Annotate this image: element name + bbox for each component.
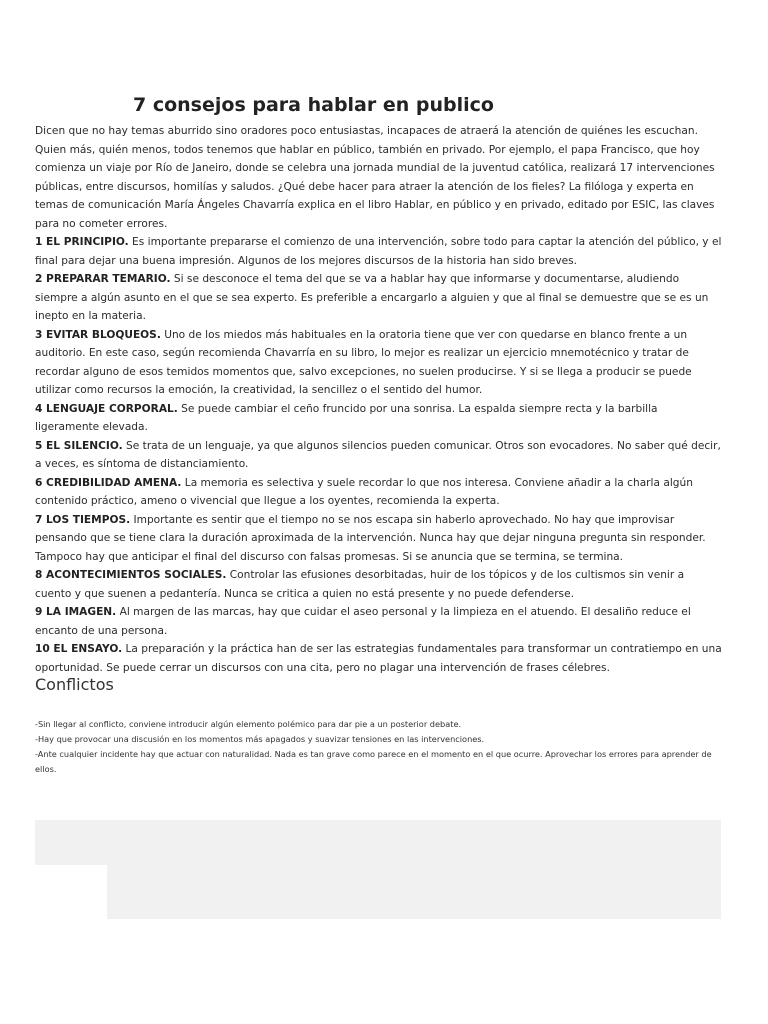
tip-heading: 9 LA IMAGEN. bbox=[35, 606, 117, 618]
tip-heading: 8 ACONTECIMIENTOS SOCIALES. bbox=[35, 569, 227, 581]
article-body bbox=[35, 122, 723, 677]
tip-paragraph bbox=[35, 326, 723, 400]
tip-text: Importante es sentir que el tiempo no se nos escapa sin haberlo aprovechado. No hay que improvisar pensando que se tiene clara la duración aproximada de la intervención. Nunca hay que dejar ninguna pregunta sin responder. Tampoco hay que anticipar el final del discurso con falsas promesas. Si se anuncia que se termina, se termina. bbox=[35, 513, 706, 563]
tip-text: Es importante prepararse el comienzo de una intervención, sobre todo para captar la atención del público, y el final para dejar una buena impresión. Algunos de los mejores discursos de la historia han sido breves. bbox=[35, 236, 722, 267]
note-line: -Sin llegar al conflicto, conviene introducir algún elemento polémico para dar pie a un posterior debate. bbox=[35, 719, 462, 729]
tip-heading: 3 EVITAR BLOQUEOS. bbox=[35, 328, 161, 341]
gray-placeholder-block bbox=[35, 820, 721, 919]
tip-heading: 5 EL SILENCIO. bbox=[35, 439, 123, 452]
tip-paragraph bbox=[35, 270, 723, 326]
tip-heading: 2 PREPARAR TEMARIO. bbox=[35, 273, 171, 285]
tip-heading: 10 EL ENSAYO. bbox=[35, 643, 123, 655]
tip-heading: 6 CREDIBILIDAD AMENA. bbox=[35, 476, 182, 489]
tip-text: Al margen de las marcas, hay que cuidar el aseo personal y la limpieza en el atuendo. El desaliño reduce el encanto de una persona. bbox=[35, 606, 691, 637]
tip-text: Uno de los miedos más habituales en la oratoria tiene que ver con quedarse en blanco frente a un auditorio. En este caso, según recomienda Chavarría en su libro, lo mejor es realizar un ejercicio mnemotécnico y tratar de recordar alguno de esos temidos momentos que, salvo excepciones, no suelen producirse. Y si se llega a producir se puede utilizar como recursos la emoción, la creatividad, la sencillez o el sentido del humor. bbox=[35, 328, 692, 396]
conflict-notes bbox=[35, 717, 723, 777]
placeholder-notch bbox=[35, 865, 107, 925]
tip-text: La preparación y la práctica han de ser las estrategias fundamentales para transformar un contratiempo en una oportunidad. Se puede cerrar un discursos con una cita, pero no plagar una intervención de frases célebres. bbox=[35, 643, 722, 674]
tip-paragraph bbox=[35, 603, 723, 640]
tip-paragraph bbox=[35, 474, 723, 511]
page-title: 7 consejos para hablar en publico bbox=[133, 94, 494, 116]
tip-text: Si se desconoce el tema del que se va a hablar hay que informarse y documentarse, aludiendo siempre a algún asunto en el que se sea experto. Es preferible a encargarlo a alguien y que al final se demuestre que se es un inepto en la materia. bbox=[35, 273, 709, 322]
tip-text: Se trata de un lenguaje, ya que algunos silencios pueden comunicar. Otros son evocadores. No saber qué decir, a veces, es síntoma de distanciamiento. bbox=[35, 439, 721, 470]
section-heading-conflictos: Conflictos bbox=[35, 675, 114, 694]
tip-paragraph bbox=[35, 640, 723, 677]
tip-text: Se puede cambiar el ceño fruncido por una sonrisa. La espalda siempre recta y la barbilla ligeramente elevada. bbox=[35, 402, 658, 433]
tip-paragraph bbox=[35, 233, 723, 270]
tip-paragraph bbox=[35, 511, 723, 567]
tip-paragraph bbox=[35, 400, 723, 437]
tip-text: La memoria es selectiva y suele recordar lo que nos interesa. Conviene añadir a la charla algún contenido práctico, ameno o vivencial que llegue a los oyentes, recomienda la experta. bbox=[35, 476, 693, 507]
note-line: -Hay que provocar una discusión en los momentos más apagados y suavizar tensiones en las intervenciones. bbox=[35, 734, 485, 744]
tip-heading: 7 LOS TIEMPOS. bbox=[35, 513, 131, 526]
note-line: -Ante cualquier incidente hay que actuar con naturalidad. Nada es tan grave como parece en el momento en el que ocurre. Aprovechar los errores para aprender de ellos. bbox=[35, 749, 712, 774]
tip-text: Controlar las efusiones desorbitadas, huir de los tópicos y de los cultismos sin venir a cuento y que suenen a pedantería. Nunca se critica a quien no está presente y no puede defenderse. bbox=[35, 569, 685, 600]
tip-heading: 4 LENGUAJE CORPORAL. bbox=[35, 402, 178, 415]
tip-paragraph bbox=[35, 437, 723, 474]
tip-paragraph bbox=[35, 566, 723, 603]
intro-paragraph: Dicen que no hay temas aburrido sino oradores poco entusiastas, incapaces de atraerá la atención de quiénes les escuchan. Quien más, quién menos, todos tenemos que hablar en público, también en privado. Por ejemplo, el papa Francisco, que hoy comienza un viaje por Río de Janeiro, donde se celebra una jornada mundial de la juventud católica, realizará 17 intervenciones públicas, entre discursos, homilías y saludos. ¿Qué debe hacer para atraer la atención de los fieles? La filóloga y experta en temas de comunicación María Ángeles Chavarría explica en el libro Hablar, en público y en privado, editado por ESIC, las claves para no cometer errores. bbox=[35, 125, 715, 230]
tip-heading: 1 EL PRINCIPIO. bbox=[35, 236, 129, 248]
